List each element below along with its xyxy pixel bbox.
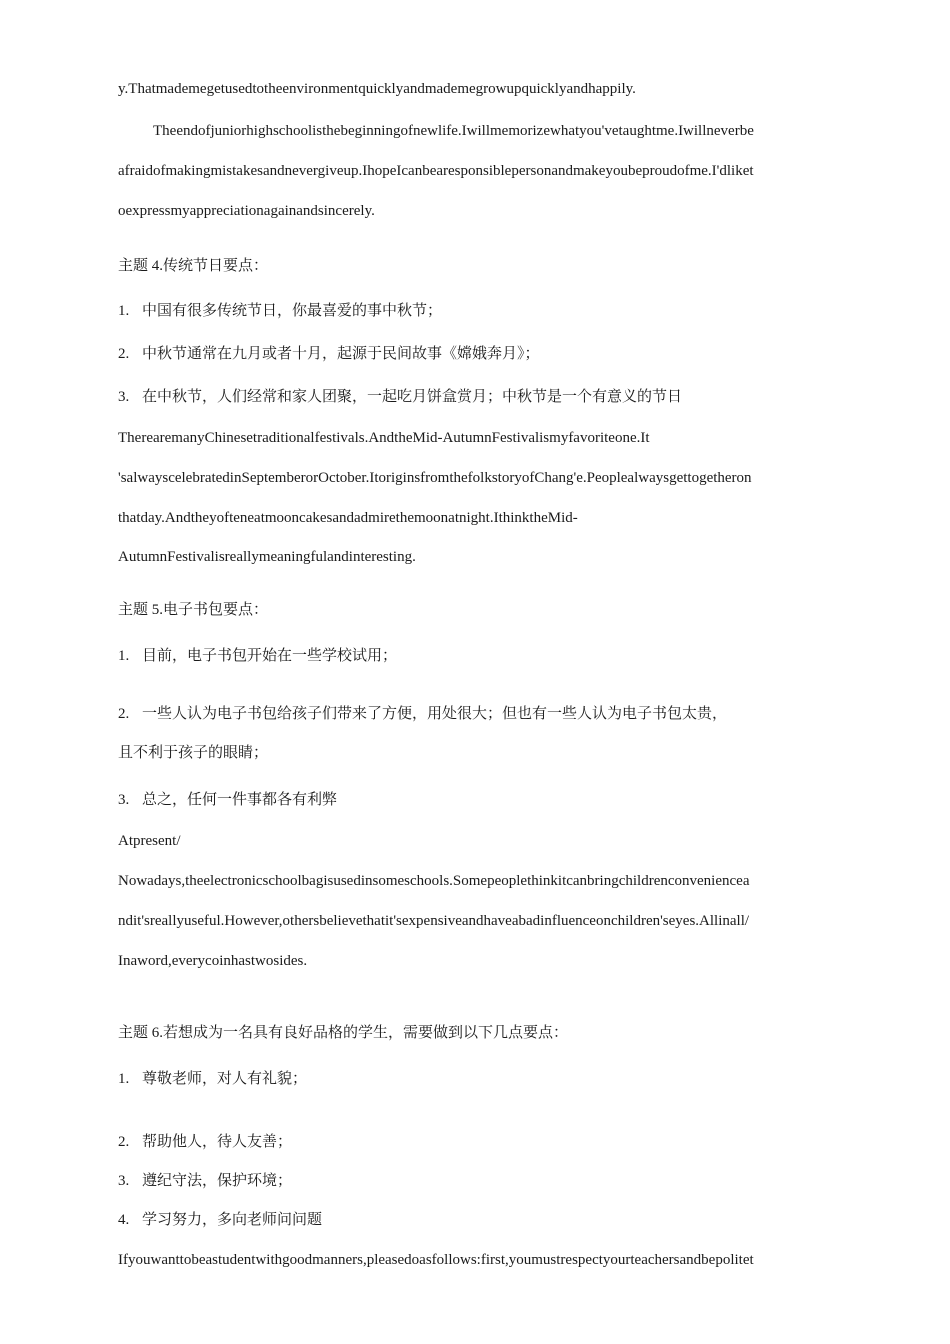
list-text: 在中秋节，人们经常和家人团聚，一起吃月饼盒赏月；中秋节是一个有意义的节日 [142,389,683,405]
list-item [118,789,838,811]
essay-line: AutumnFestivalisreallymeaningfulandinteresting. [118,549,416,565]
list-item-continuation: 且不利于孩子的眼睛； [118,745,269,761]
list-text: 一些人认为电子书包给孩子们带来了方便，用处很大；但也有一些人认为电子书包太贵， [142,706,728,722]
topic-heading: 主题 6.若想成为一名具有良好品格的学生，需要做到以下几点要点： [118,1025,569,1041]
list-item [118,343,838,365]
list-item [118,386,838,408]
list-number: 1. [118,303,130,319]
essay-line: Atpresent/ [118,833,181,849]
list-item [118,703,838,725]
essay-line: Nowadays,theelectronicschoolbagisusedinsomeschools.Somepeoplethinkitcanbringchildrenconvenienceа [118,873,750,889]
list-number: 1. [118,648,130,664]
list-text: 总之，任何一件事都各有利弊 [142,792,338,808]
list-text: 帮助他人，待人友善； [142,1134,293,1150]
essay-line: ndit'sreallyuseful.However,othersbelievethatit'sexpensiveandhaveabadinfluenceonchildren'seyes.Allinall/ [118,913,750,929]
list-text: 目前，电子书包开始在一些学校试用； [142,648,398,664]
list-number: 3. [118,792,130,808]
essay-line: Theendofjuniorhighschoolisthebeginningofnewlife.Iwillmemorizewhatyou'vetaughtme.Iwillneverbe [153,123,754,139]
essay-line: Ifyouwanttobeastudentwithgoodmanners,pleasedoasfollows:first,youmustrespectyourteachersandbepolitet [118,1252,754,1268]
essay-line: TherearemanyChinesetraditionalfestivals.AndtheMid-AutumnFestivalismyfavoriteone.It [118,430,650,446]
list-text: 中秋节通常在九月或者十月，起源于民间故事《嫦娥奔月》； [142,346,540,362]
list-item [118,1131,838,1153]
list-text: 学习努力，多向老师问问题 [142,1212,323,1228]
essay-line: oexpressmyappreciationagainandsincerely. [118,203,375,219]
list-text: 中国有很多传统节日，你最喜爱的事中秋节； [142,303,443,319]
list-number: 2. [118,346,130,362]
list-item [118,1068,838,1090]
essay-line: thatday.Andtheyofteneatmooncakesandadmirethemoonatnight.IthinktheMid- [118,510,578,526]
essay-line: Inaword,everycoinhastwosides. [118,953,308,969]
list-number: 4. [118,1212,130,1228]
list-number: 2. [118,706,130,722]
list-item [118,300,838,322]
list-item [118,645,838,667]
list-number: 1. [118,1071,130,1087]
essay-line: y.Thatmademegetusedtotheenvironmentquicklyandmademegrowupquicklyandhappily. [118,81,636,97]
essay-line: afraidofmakingmistakesandnevergiveup.IhopeIcanbearesponsiblepersonandmakeyoubeproudofme.I'dliket [118,163,754,179]
topic-heading: 主题 4.传统节日要点： [118,258,269,274]
list-text: 尊敬老师，对人有礼貌； [142,1071,308,1087]
list-number: 3. [118,389,130,405]
list-number: 2. [118,1134,130,1150]
list-number: 3. [118,1173,130,1189]
list-text: 遵纪守法，保护环境； [142,1173,293,1189]
essay-line: 'salwayscelebratedinSeptemberorOctober.ItoriginsfromthefolkstoryofChang'e.Peoplealwaysgettogetheron [118,470,752,486]
list-item [118,1170,838,1192]
topic-heading: 主题 5.电子书包要点： [118,602,269,618]
list-item [118,1209,838,1231]
